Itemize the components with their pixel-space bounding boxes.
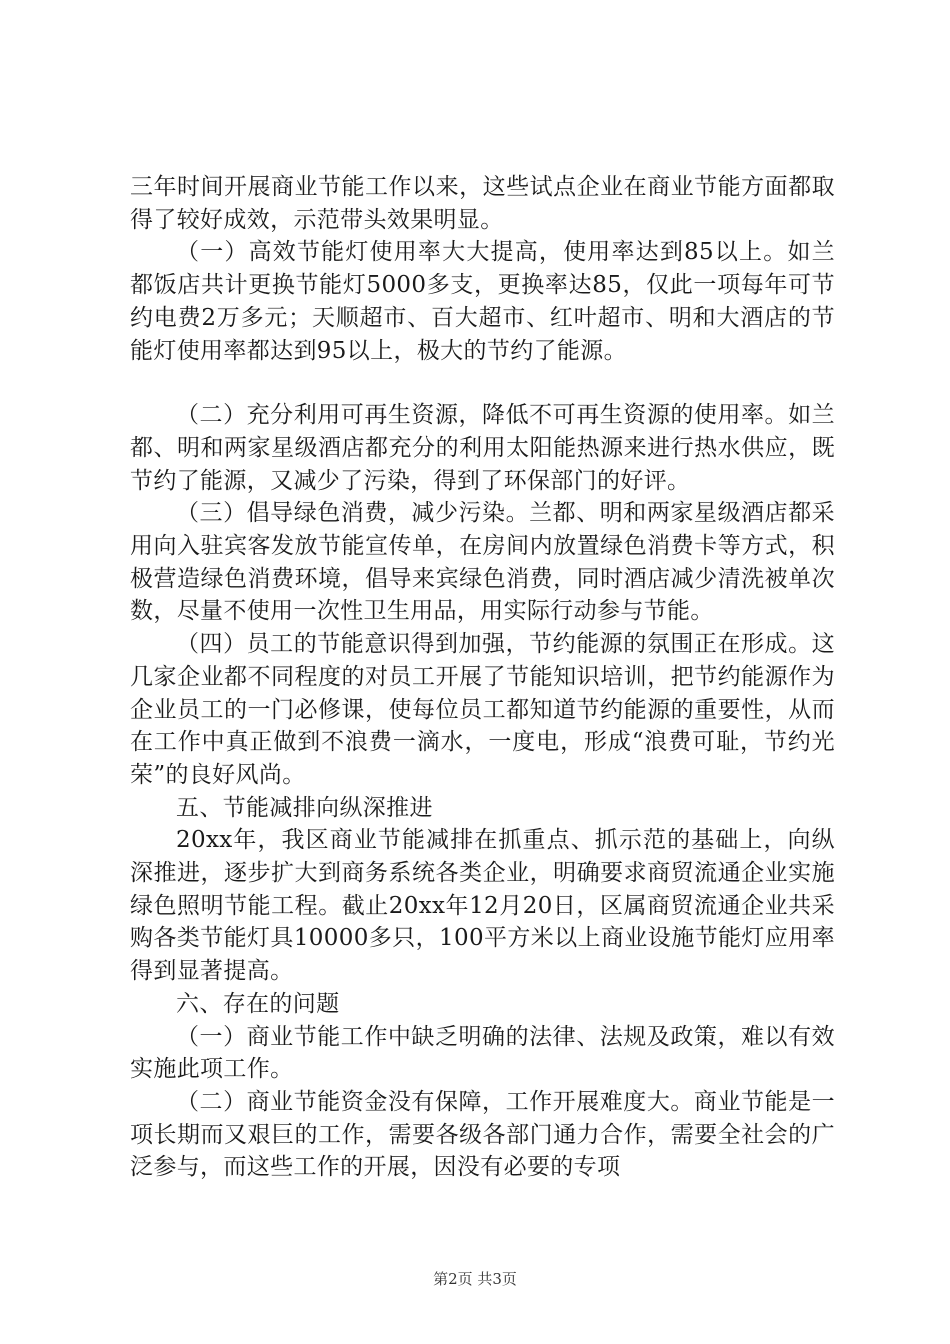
section-heading-6: 六、存在的问题 (176, 990, 340, 1017)
paragraph-item-3-green-consumption: （三）倡导绿色消费，减少污染。兰都、明和两家星级酒店都采用向入驻宾客发放节能宣传单，在房间内放置绿色消费卡等方式，积极营造绿色消费环境，倡导来宾绿色消费，同时酒店减少清洗被单次数，尽量不使用一次性卫生用品，用实际行动参与节能。 (130, 500, 835, 625)
paragraph-intro-continued: 三年时间开展商业节能工作以来，这些试点企业在商业节能方面都取得了较好成效，示范带头效果明显。 (130, 174, 835, 233)
paragraph-problem-1: （一）商业节能工作中缺乏明确的法律、法规及政策，难以有效实施此项工作。 (130, 1023, 835, 1083)
document-body (130, 171, 835, 1184)
paragraph-item-1-energy-saving-lamps: （一）高效节能灯使用率大大提高，使用率达到85以上。如兰都饭店共计更换节能灯5000多支，更换率达85，仅此一项每年可节约电费2万多元；天顺超市、百大超市、红叶超市、明和大酒店的节能灯使用率都达到95以上，极大的节约了能源。 (130, 239, 835, 364)
paragraph-item-2-renewable-resources: （二）充分利用可再生资源，降低不可再生资源的使用率。如兰都、明和两家星级酒店都充分的利用太阳能热源来进行热水供应，既节约了能源，又减少了污染，得到了环保部门的好评。 (130, 402, 835, 494)
section-heading-5: 五、节能减排向纵深推进 (176, 794, 433, 821)
page-number-label: 第2页 共3页 (433, 1270, 517, 1288)
paragraph-item-4-staff-awareness: （四）员工的节能意识得到加强，节约能源的氛围正在形成。这几家企业都不同程度的对员工开展了节能知识培训，把节约能源作为企业员工的一门必修课，使每位员工都知道节约能源的重要性，从而在工作中真正做到不浪费一滴水，一度电，形成“浪费可耻，节约光荣”的良好风尚。 (130, 631, 835, 788)
paragraph-problem-2: （二）商业节能资金没有保障，工作开展难度大。商业节能是一项长期而又艰巨的工作，需要各级各部门通力合作，需要全社会的广泛参与，而这些工作的开展，因没有必要的专项 (130, 1088, 835, 1181)
page-footer (0, 1268, 950, 1289)
paragraph-section-5-body: 20xx年，我区商业节能减排在抓重点、抓示范的基础上，向纵深推进，逐步扩大到商务系统各类企业，明确要求商贸流通企业实施绿色照明节能工程。截止20xx年12月20日，区属商贸流通企业共采购各类节能灯具10000多只，100平方米以上商业设施节能灯应用率得到显著提高。 (130, 827, 835, 985)
